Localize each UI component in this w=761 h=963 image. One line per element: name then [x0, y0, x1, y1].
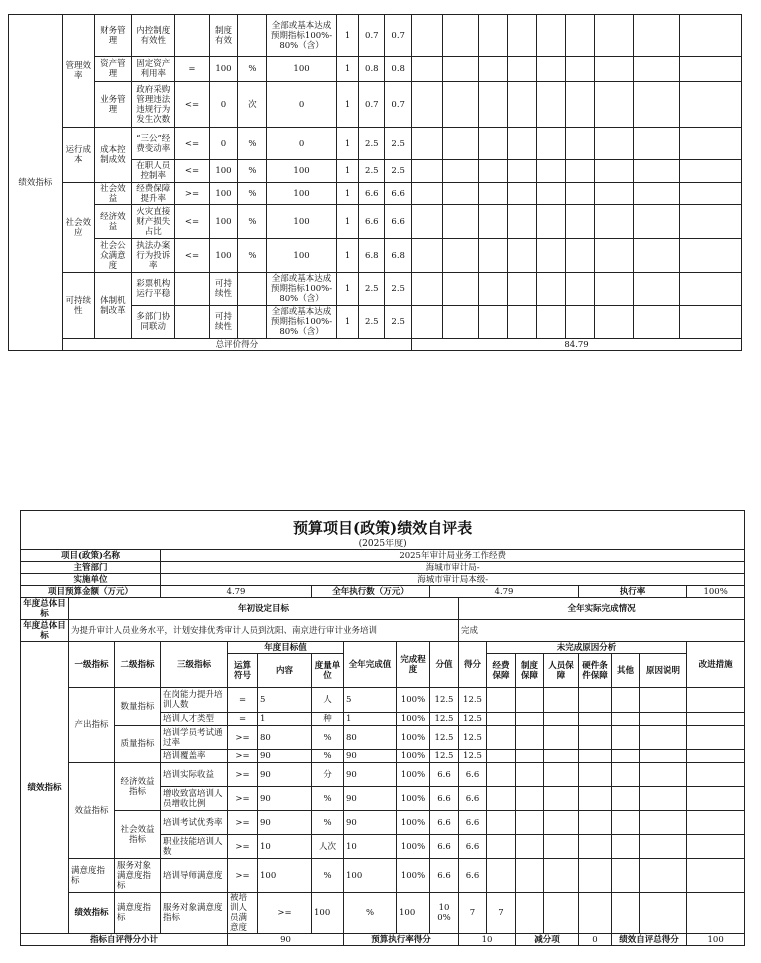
degree-cell: 100% [397, 688, 430, 713]
weight-cell: 1 [336, 15, 359, 57]
score-cell: 0.7 [359, 15, 385, 57]
full-cell: 100 [267, 160, 336, 183]
perf-label: 绩效指标 [69, 893, 115, 934]
unit-cell: % [238, 239, 267, 273]
content-cell: 100 [258, 859, 312, 893]
value-cell: 可持续性 [209, 273, 238, 306]
full-cell: 90 [344, 763, 397, 787]
full-cell: 5 [344, 688, 397, 713]
full-cell: 10 [344, 835, 397, 859]
group-sat: 满意度指标 [115, 893, 161, 934]
full-cell: 100 [397, 893, 430, 934]
indicator-cell: 培训覆盖率 [161, 750, 228, 763]
weight-cell: 7 [459, 893, 487, 934]
header-l3: 三级指标 [161, 642, 228, 688]
total-score-label: 绩效自评总得分 [612, 934, 687, 946]
score-cell: 6.6 [459, 835, 487, 859]
degree-cell: 100% [397, 763, 430, 787]
group-sat: 满意度指标 [69, 859, 115, 893]
budget-label: 项目预算金额（万元） [21, 586, 161, 598]
weight-cell: 1 [336, 128, 359, 160]
op-cell: <= [175, 205, 209, 239]
sub-econ: 经济效益指标 [115, 763, 161, 811]
sub-cell: 财务管理 [94, 15, 131, 57]
exec-score-label: 预算执行率得分 [344, 934, 459, 946]
op-cell: >= [175, 183, 209, 205]
top-score-table [8, 14, 742, 351]
header-op: 运算符号 [228, 654, 258, 688]
op-cell: <= [175, 160, 209, 183]
weight-cell: 12.5 [430, 750, 459, 763]
unit-cell: % [238, 57, 267, 82]
score-cell: 6.6 [459, 859, 487, 893]
unit-cell: % [238, 183, 267, 205]
header-l1: 一级指标 [69, 642, 115, 688]
indicator-cell: 内控制度有效性 [132, 15, 175, 57]
score-cell: 12.5 [459, 726, 487, 750]
score-cell: 2.5 [359, 160, 385, 183]
weight-cell: 1 [336, 273, 359, 306]
unit-cell: % [312, 787, 344, 811]
degree-cell: 100% [397, 750, 430, 763]
get-cell: 6.8 [385, 239, 412, 273]
unit-cell [238, 306, 267, 339]
indicator-cell: 增收致富培训人员增收比例 [161, 787, 228, 811]
header-weight: 分值 [430, 642, 459, 688]
level1-cell: 绩效指标 [9, 15, 63, 351]
project-name: 2025年审计局业务工作经费 [161, 550, 745, 562]
rate-label: 执行率 [579, 586, 687, 598]
goal-done-label: 全年实际完成情况 [459, 598, 745, 620]
value-cell: 100 [209, 239, 238, 273]
indicator-cell: “三公”经费变动率 [132, 128, 175, 160]
content-cell: 80 [258, 726, 312, 750]
get-cell: 2.5 [385, 306, 412, 339]
unit-cell [238, 15, 267, 57]
value-cell: 0 [209, 128, 238, 160]
weight-cell: 6.6 [430, 763, 459, 787]
indicator-cell: 培训人才类型 [161, 713, 228, 726]
exec-value: 4.79 [430, 586, 579, 598]
unit-cell: % [312, 859, 344, 893]
indicator-cell: 培训实际收益 [161, 763, 228, 787]
header-r1: 经费保障 [487, 654, 516, 688]
unit-cell: 人 [312, 688, 344, 713]
weight-cell: 12.5 [430, 726, 459, 750]
weight-cell: 1 [336, 205, 359, 239]
full-cell: 100 [267, 205, 336, 239]
value-cell: 0 [209, 82, 238, 128]
score-cell: 0.7 [359, 82, 385, 128]
weight-cell: 6.6 [430, 811, 459, 835]
full-cell: 全部或基本达成预期指标100%-80%（含） [267, 15, 336, 57]
form-year: (2025年度) [21, 539, 745, 550]
op-cell: = [228, 688, 258, 713]
goal-text: 为提升审计人员业务水平，计划安排优秀审计人员到沈阳、南京进行审计业务培训 [69, 620, 459, 642]
unit-cell: % [344, 893, 397, 934]
unit-cell: % [238, 205, 267, 239]
degree-cell: 100% [430, 893, 459, 934]
sub-cell: 社会公众满意度 [94, 239, 131, 273]
exec-score-value: 10 [459, 934, 516, 946]
indicator-cell: 在职人员控制率 [132, 160, 175, 183]
content-cell: 10 [258, 835, 312, 859]
full-cell: 100 [344, 859, 397, 893]
sub-cell: 业务管理 [94, 82, 131, 128]
header-reason: 未完成原因分析 [487, 642, 687, 654]
get-cell: 2.5 [385, 273, 412, 306]
indicator-cell: 执法办案行为投诉率 [132, 239, 175, 273]
weight-cell: 1 [336, 183, 359, 205]
value-cell: 制度有效 [209, 15, 238, 57]
op-cell: = [175, 57, 209, 82]
unit-cell: 次 [238, 82, 267, 128]
full-cell: 90 [344, 787, 397, 811]
content-cell: 1 [258, 713, 312, 726]
degree-cell: 100% [397, 787, 430, 811]
dept-value: 海城市审计局- [161, 562, 745, 574]
weight-cell: 1 [336, 82, 359, 128]
total-label: 总评价得分 [62, 339, 411, 351]
group-output: 产出指标 [69, 688, 115, 763]
unit-cell: % [312, 750, 344, 763]
unit-cell: % [312, 726, 344, 750]
op-cell: >= [228, 811, 258, 835]
op-cell: >= [228, 763, 258, 787]
goal-label: 年度总体目标 [21, 620, 69, 642]
subtotal-label: 指标自评得分小计 [21, 934, 228, 946]
unit-cell: % [312, 811, 344, 835]
indicator-cell: 职业技能培训人数 [161, 835, 228, 859]
indicator-cell: 彩票机构运行平稳 [132, 273, 175, 306]
sub-quality: 质量指标 [115, 726, 161, 763]
self-evaluation-form [20, 510, 745, 946]
unit-cell: % [238, 128, 267, 160]
indicator-cell: 培训导师满意度 [161, 859, 228, 893]
header-r5: 其他 [612, 654, 640, 688]
degree-cell: 100% [397, 835, 430, 859]
indicator-cell: 经费保障提升率 [132, 183, 175, 205]
get-cell: 2.5 [385, 160, 412, 183]
header-score: 得分 [459, 642, 487, 688]
indicator-cell: 多部门协同联动 [132, 306, 175, 339]
degree-cell: 100% [397, 859, 430, 893]
indicator-cell: 固定资产利用率 [132, 57, 175, 82]
content-cell: 90 [258, 750, 312, 763]
deduct-label: 减分项 [516, 934, 579, 946]
unit-label: 实施单位 [21, 574, 161, 586]
sub-cell: 成本控制成效 [94, 128, 131, 183]
score-cell: 2.5 [359, 306, 385, 339]
op-cell [175, 273, 209, 306]
sub-sat: 服务对象满意度指标 [115, 859, 161, 893]
content-cell: 90 [258, 787, 312, 811]
weight-cell: 6.6 [430, 787, 459, 811]
indicator-cell: 培训考试优秀率 [161, 811, 228, 835]
budget-value: 4.79 [161, 586, 312, 598]
goal-label: 年度总体目标 [21, 598, 69, 620]
full-cell: 80 [344, 726, 397, 750]
unit-value: 海城市审计局本级- [161, 574, 745, 586]
rate-value: 100% [687, 586, 745, 598]
group-cell: 可持续性 [62, 273, 94, 339]
unit-cell: 人次 [312, 835, 344, 859]
header-content: 内容 [258, 654, 312, 688]
score-cell: 12.5 [459, 750, 487, 763]
op-cell: <= [175, 82, 209, 128]
degree-cell: 100% [397, 713, 430, 726]
get-cell: 6.6 [385, 205, 412, 239]
header-full: 全年完成值 [344, 642, 397, 688]
sub-cell: 经济效益 [94, 205, 131, 239]
subtotal-value: 90 [228, 934, 344, 946]
content-cell: 100 [312, 893, 344, 934]
weight-cell: 1 [336, 239, 359, 273]
op-cell: >= [228, 750, 258, 763]
indicator-cell: 政府采购管理违法违规行为发生次数 [132, 82, 175, 128]
weight-cell: 12.5 [430, 713, 459, 726]
get-cell: 2.5 [385, 128, 412, 160]
full-cell: 全部或基本达成预期指标100%-80%（含） [267, 306, 336, 339]
sub-cell: 社会效益 [94, 183, 131, 205]
content-cell: 5 [258, 688, 312, 713]
get-cell: 0.7 [385, 15, 412, 57]
weight-cell: 6.6 [430, 835, 459, 859]
full-cell: 全部或基本达成预期指标100%-80%（含） [267, 273, 336, 306]
value-cell: 100 [209, 183, 238, 205]
sub-cell: 资产管理 [94, 57, 131, 82]
op-cell: <= [175, 239, 209, 273]
unit-cell: % [238, 160, 267, 183]
exec-label: 全年执行数（万元） [312, 586, 430, 598]
get-cell: 6.6 [385, 183, 412, 205]
score-cell: 6.6 [459, 763, 487, 787]
weight-cell: 1 [336, 57, 359, 82]
group-benefit: 效益指标 [69, 763, 115, 859]
content-cell: 90 [258, 763, 312, 787]
total-score-value: 100 [687, 934, 745, 946]
score-cell: 12.5 [459, 688, 487, 713]
weight-cell: 1 [336, 160, 359, 183]
degree-cell: 100% [397, 811, 430, 835]
header-r6: 原因说明 [640, 654, 687, 688]
value-cell: 100 [209, 57, 238, 82]
form-title: 预算项目(政策)绩效自评表 [21, 511, 745, 539]
unit-cell: 分 [312, 763, 344, 787]
indicator-cell: 培训学员考试通过率 [161, 726, 228, 750]
total-value: 84.79 [412, 339, 742, 351]
full-cell: 0 [267, 82, 336, 128]
full-cell: 100 [267, 239, 336, 273]
sub-social: 社会效益指标 [115, 811, 161, 859]
op-cell: <= [175, 128, 209, 160]
op-cell [175, 15, 209, 57]
indicator-cell: 在岗能力提升培训人数 [161, 688, 228, 713]
deduct-value: 0 [579, 934, 612, 946]
indicator-cell: 被培训人员满意度 [228, 893, 258, 934]
op-cell: >= [258, 893, 312, 934]
degree-cell: 100% [397, 726, 430, 750]
group-cell: 社会效应 [62, 183, 94, 273]
weight-cell: 6.6 [430, 859, 459, 893]
sub-sat: 服务对象满意度指标 [161, 893, 228, 934]
score-cell: 2.5 [359, 128, 385, 160]
score-cell: 6.6 [359, 183, 385, 205]
full-cell: 100 [267, 57, 336, 82]
goal-set-label: 年初设定目标 [69, 598, 459, 620]
score-cell: 6.6 [459, 787, 487, 811]
indicator-cell: 火灾直接财产损失占比 [132, 205, 175, 239]
op-cell: >= [228, 787, 258, 811]
get-cell: 0.8 [385, 57, 412, 82]
group-cell: 管理效率 [62, 15, 94, 128]
header-r2: 制度保障 [516, 654, 544, 688]
weight-cell: 1 [336, 306, 359, 339]
score-cell: 12.5 [459, 713, 487, 726]
project-name-label: 项目(政策)名称 [21, 550, 161, 562]
unit-cell [238, 273, 267, 306]
unit-cell: 种 [312, 713, 344, 726]
perf-label: 绩效指标 [21, 642, 69, 934]
header-degree: 完成程度 [397, 642, 430, 688]
full-cell: 90 [344, 750, 397, 763]
full-cell: 0 [267, 128, 336, 160]
op-cell: >= [228, 835, 258, 859]
header-l2: 二级指标 [115, 642, 161, 688]
value-cell: 可持续性 [209, 306, 238, 339]
score-cell: 0.8 [359, 57, 385, 82]
full-cell: 100 [267, 183, 336, 205]
get-cell: 0.7 [385, 82, 412, 128]
full-cell: 1 [344, 713, 397, 726]
dept-label: 主管部门 [21, 562, 161, 574]
value-cell: 100 [209, 205, 238, 239]
op-cell: >= [228, 859, 258, 893]
header-unit: 度量单位 [312, 654, 344, 688]
content-cell: 90 [258, 811, 312, 835]
value-cell: 100 [209, 160, 238, 183]
sub-qty: 数量指标 [115, 688, 161, 726]
sub-cell: 体制机制改革 [94, 273, 131, 339]
full-cell: 90 [344, 811, 397, 835]
header-target: 年度目标值 [228, 642, 344, 654]
score-cell: 6.6 [459, 811, 487, 835]
score-cell: 7 [487, 893, 516, 934]
goal-done: 完成 [459, 620, 745, 642]
score-cell: 6.6 [359, 205, 385, 239]
header-fix: 改进措施 [687, 642, 745, 688]
weight-cell: 12.5 [430, 688, 459, 713]
op-cell: >= [228, 726, 258, 750]
score-cell: 6.8 [359, 239, 385, 273]
op-cell [175, 306, 209, 339]
header-r3: 人员保障 [544, 654, 579, 688]
op-cell: = [228, 713, 258, 726]
group-cell: 运行成本 [62, 128, 94, 183]
score-cell: 2.5 [359, 273, 385, 306]
header-r4: 硬件条件保障 [579, 654, 612, 688]
